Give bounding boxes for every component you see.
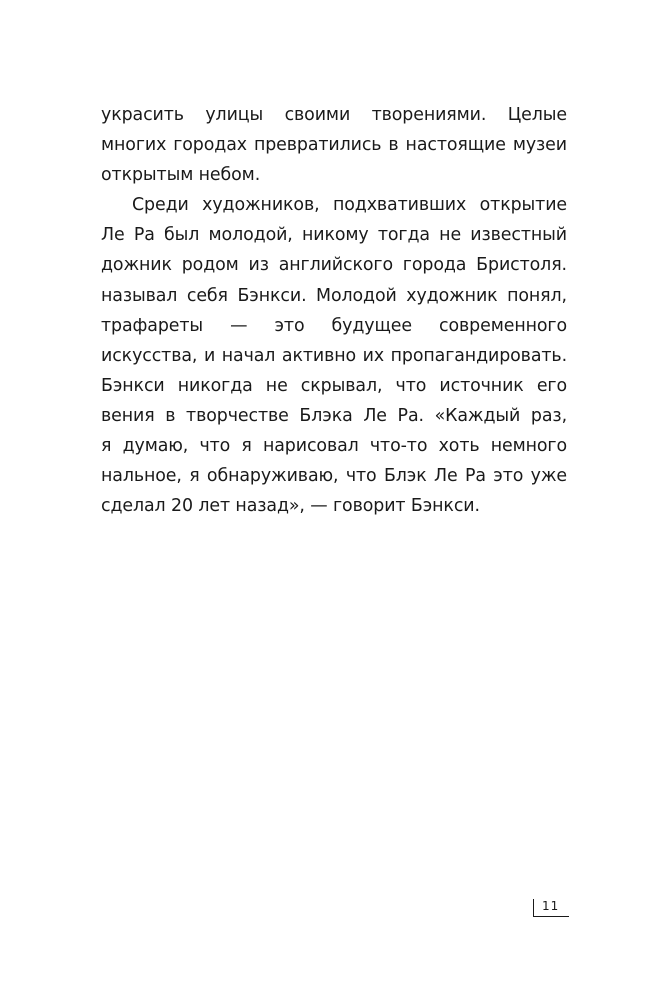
text-line: многих городах превратились в настоящие музеи	[101, 135, 567, 156]
folio-rule-vertical	[533, 899, 534, 917]
text-line: вения в творчестве Блэка Ле Ра. «Каждый раз,	[101, 405, 567, 426]
text-line: называл себя Бэнкси. Молодой художник понял,	[101, 285, 567, 306]
page-number-folio	[533, 899, 569, 917]
page-number: 11	[542, 899, 560, 913]
text-line: Среди художников, подхвативших открытие	[132, 195, 567, 216]
text-line: открытым небом.	[101, 165, 261, 186]
text-line: я думаю, что я нарисовал что-то хоть немного	[101, 436, 567, 457]
text-line: нальное, я обнаруживаю, что Блэк Ле Ра это уже	[101, 466, 567, 487]
folio-rule-horizontal	[533, 916, 569, 917]
text-line: трафареты — это будущее современного	[101, 315, 567, 336]
text-line: Бэнкси никогда не скрывал, что источник его	[101, 375, 567, 396]
text-line: украсить улицы своими творениями. Целые	[101, 105, 567, 125]
text-line: искусства, и начал активно их пропагандировать.	[101, 345, 567, 366]
text-line: дожник родом из английского города Бристоля.	[101, 255, 567, 276]
body-text	[101, 100, 567, 521]
text-line: Ле Ра был молодой, никому тогда не известный	[101, 225, 567, 246]
text-line: сделал 20 лет назад», — говорит Бэнкси.	[101, 496, 480, 517]
